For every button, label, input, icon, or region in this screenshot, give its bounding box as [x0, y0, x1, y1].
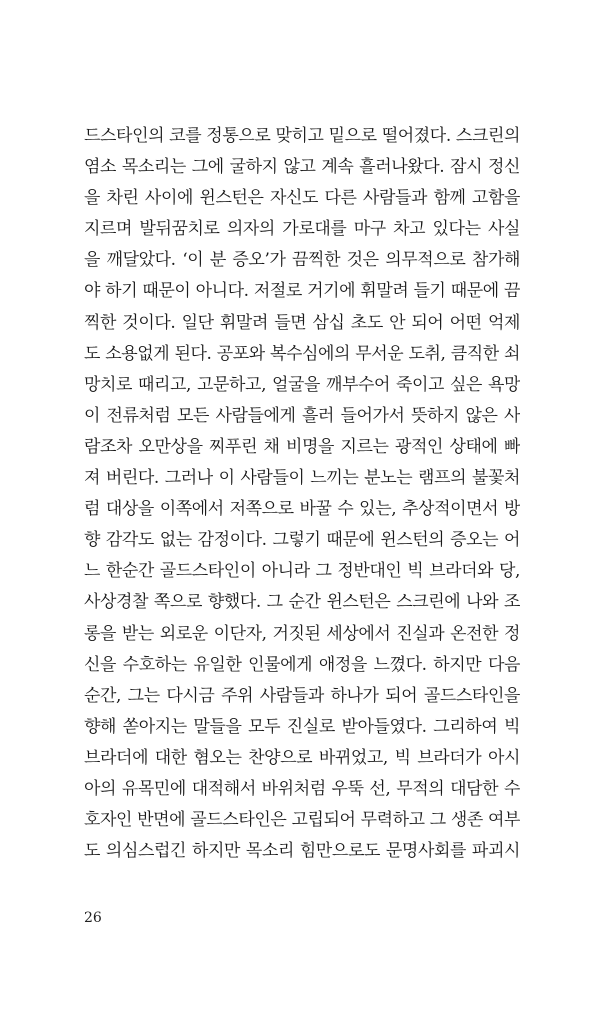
text-line-13: 럼 대상을 이쪽에서 저쪽으로 바꿀 수 있는, 추상적이면서 방: [84, 499, 520, 520]
text-line-6: 야 하기 때문이 아니다. 저절로 거기에 휘말려 들기 때문에 끔: [84, 281, 520, 302]
text-line-19: 순간, 그는 다시금 주위 사람들과 하나가 되어 골드스타인을: [84, 685, 520, 706]
page-number: 26: [84, 910, 102, 926]
text-line-7: 찍한 것이다. 일단 휘말려 들면 삼십 초도 안 되어 어떤 억제: [84, 312, 520, 333]
text-line-16: 사상경찰 쪽으로 향했다. 그 순간 윈스턴은 스크린에 나와 조: [84, 592, 520, 613]
text-line-10: 이 전류처럼 모든 사람들에게 흘러 들어가서 뜻하지 않은 사: [84, 405, 520, 426]
text-line-1: 드스타인의 코를 정통으로 맞히고 밑으로 떨어졌다. 스크린의: [84, 126, 520, 146]
text-line-15: 느 한순간 골드스타인이 아니라 그 정반대인 빅 브라더와 당,: [84, 561, 520, 582]
text-line-12: 져 버린다. 그러나 이 사람들이 느끼는 분노는 램프의 불꽃처: [84, 468, 520, 489]
text-line-8: 도 소용없게 된다. 공포와 복수심에의 무서운 도취, 큼직한 쇠: [84, 343, 520, 364]
body-text: [84, 121, 520, 867]
text-line-4: 지르며 발뒤꿈치로 의자의 가로대를 마구 차고 있다는 사실: [84, 219, 520, 240]
text-line-9: 망치로 때리고, 고문하고, 얼굴을 깨부수어 죽이고 싶은 욕망: [84, 374, 520, 395]
text-line-20: 향해 쏟아지는 말들을 모두 진실로 받아들였다. 그리하여 빅: [84, 716, 520, 737]
text-line-11: 람조차 오만상을 찌푸린 채 비명을 지르는 광적인 상태에 빠: [84, 436, 520, 457]
text-line-3: 을 차린 사이에 윈스턴은 자신도 다른 사람들과 함께 고함을: [84, 188, 520, 209]
text-line-2: 염소 목소리는 그에 굴하지 않고 계속 흘러나왔다. 잠시 정신: [84, 157, 520, 178]
text-line-17: 롱을 받는 외로운 이단자, 거짓된 세상에서 진실과 온전한 정: [84, 623, 520, 644]
text-line-5: 을 깨달았다. ‘이 분 증오’가 끔찍한 것은 의무적으로 참가해: [84, 250, 520, 271]
text-line-23: 호자인 반면에 골드스타인은 고립되어 무력하고 그 생존 여부: [84, 810, 520, 831]
text-line-14: 향 감각도 없는 감정이다. 그렇기 때문에 윈스턴의 증오는 어: [84, 530, 520, 551]
text-line-22: 아의 유목민에 대적해서 바위처럼 우뚝 선, 무적의 대담한 수: [84, 778, 520, 799]
text-line-18: 신을 수호하는 유일한 인물에게 애정을 느꼈다. 하지만 다음: [84, 654, 520, 675]
text-line-24: 도 의심스럽긴 하지만 목소리 힘만으로도 문명사회를 파괴시: [84, 841, 520, 862]
text-line-21: 브라더에 대한 혐오는 찬양으로 바뀌었고, 빅 브라더가 아시: [84, 747, 520, 768]
